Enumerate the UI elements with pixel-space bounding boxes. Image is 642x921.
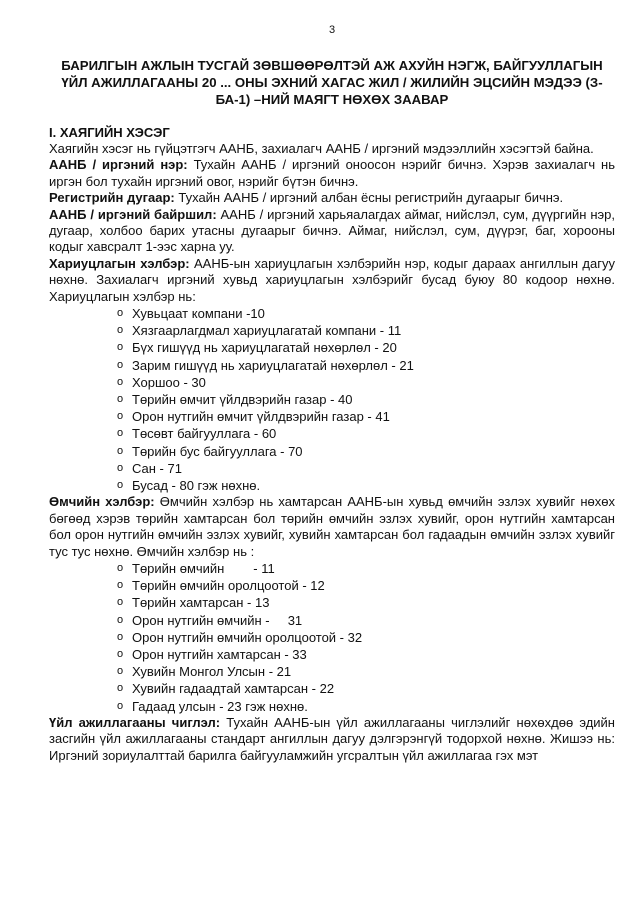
section-heading: I. ХАЯГИЙН ХЭСЭГ [49, 125, 170, 140]
ownership-list [49, 560, 615, 715]
intro-paragraph: Хаягийн хэсэг нь гүйцэтгэгч ААНБ, захиалагч ААНБ / иргэний мэдээллийн хэсэгтэй байна. [49, 141, 594, 156]
list-item: o Сан - 71 [117, 460, 615, 477]
field-label: Үйл ажиллагааны чиглэл: [49, 714, 221, 730]
list-item: o Төрийн хамтарсан - 13 [117, 594, 615, 611]
list-item: o Төсөвт байгууллага - 60 [117, 425, 615, 442]
list-item: o Төрийн өмчийн оролцоотой - 12 [117, 577, 615, 594]
list-item: o Төрийн өмчит үйлдвэрийн газар - 40 [117, 391, 615, 408]
list-item: o Зарим гишүүд нь хариуцлагатай нөхөрлөл - 21 [117, 357, 615, 374]
field-label: Регистрийн дугаар: [49, 190, 175, 206]
activity-paragraph [49, 715, 615, 764]
field-label: Хариуцлагын хэлбэр: [49, 255, 190, 271]
field-location-paragraph [49, 207, 615, 256]
list-item: o Орон нутгийн өмчийн - 31 [117, 612, 615, 629]
ownership-paragraph [49, 494, 615, 560]
list-item: o Хувийн гадаадтай хамтарсан - 22 [117, 680, 615, 697]
list-item: o Төрийн өмчийн - 11 [117, 560, 615, 577]
document-page [49, 24, 615, 764]
field-text: Тухайн ААНБ / иргэний албан ёсны регистрийн дугаарыг бичнэ. [174, 190, 564, 206]
list-item: o Хувийн Монгол Улсын - 21 [117, 663, 615, 680]
list-item: o Орон нутгийн хамтарсан - 33 [117, 646, 615, 663]
field-label: ААНБ / иргэний байршил: [49, 206, 217, 222]
field-text: ААНБ-ын хариуцлагын хэлбэрийн нэр, кодыг дараах ангиллын дагуу нөхнө. Захиалагч иргэний хувьд хариуцлагын хэлбэрийг бусад буюу 80 кодоор нөхнө. Хариуцлагын хэлбэр нь: [49, 255, 615, 304]
field-text: Тухайн ААНБ / иргэний оноосон нэрийг бичнэ. Хэрэв захиалагч нь иргэн бол тухайн иргэний овог, нэрийг бүтэн бичнэ. [49, 157, 615, 189]
field-name-paragraph [49, 157, 615, 190]
list-item: o Бүх гишүүд нь хариуцлагатай нөхөрлөл - 20 [117, 339, 615, 356]
list-item: o Хувьцаат компани -10 [117, 305, 615, 322]
list-item: o Гадаад улсын - 23 гэж нөхнө. [117, 698, 615, 715]
list-item: o Хоршоо - 30 [117, 374, 615, 391]
list-item: o Төрийн бус байгууллага - 70 [117, 443, 615, 460]
list-item: o Орон нутгийн өмчийн оролцоотой - 32 [117, 629, 615, 646]
field-label: ААНБ / иргэний нэр: [49, 157, 188, 173]
field-register-paragraph [49, 190, 615, 206]
field-responsibility-paragraph [49, 256, 615, 305]
field-text: ААНБ / иргэний харьяалагдах аймаг, нийслэл, сум, дүүргийн нэр, дугаар, холбоо барих утасны дугаарыг бичнэ. Аймаг, нийслэл, сум, дүүрэг, баг, хорооны кодыг хавсралт 1-ээс харна уу. [49, 206, 615, 255]
document-title: БАРИЛГЫН АЖЛЫН ТУСГАЙ ЗӨВШӨӨРӨЛТЭЙ АЖ АХУЙН НЭГЖ, БАЙГУУЛЛАГЫН ҮЙЛ АЖИЛЛАГААНЫ 20 ... ОНЫ ЭХНИЙ ХАГАС ЖИЛ / ЖИЛИЙН ЭЦСИЙН МЭДЭЭ (З-БА-1) –НИЙ МАЯГТ НӨХӨХ ЗААВАР [61, 58, 603, 107]
responsibility-list [49, 305, 615, 494]
list-item: o Бусад - 80 гэж нөхнө. [117, 477, 615, 494]
list-item: o Орон нутгийн өмчит үйлдвэрийн газар - 41 [117, 408, 615, 425]
page-number: 3 [328, 24, 336, 36]
field-label: Өмчийн хэлбэр: [49, 494, 155, 510]
list-item: o Хязгаарлагдмал хариуцлагатай компани - 11 [117, 322, 615, 339]
field-text: Тухайн ААНБ-ын үйл ажиллагааны чиглэлийг нөхөхдөө эдийн засгийн үйл ажиллагааны стандарт ангиллын дагуу дэлгэрэнгүй тодорхой нөхнө. Жишээ нь: Иргэний зориулалттай барилга байгууламжийн угсралтын үйл ажиллагаа гэх мэт [49, 714, 615, 763]
field-text: Өмчийн хэлбэр нь хамтарсан ААНБ-ын хувьд өмчийн эзлэх хувийг нөхөх бөгөөд хэрэв төрийн хамтарсан бол төрийн өмчийн эзлэх хувийг, орон нутгийн хамтарсан бол орон нутгийн өмчийн эзлэх хувийг, хувийн хамтарсан бол гадаадын өмчийн эзлэх хувийг тус тус нөхнө. Өмчийн хэлбэр нь : [49, 494, 615, 559]
